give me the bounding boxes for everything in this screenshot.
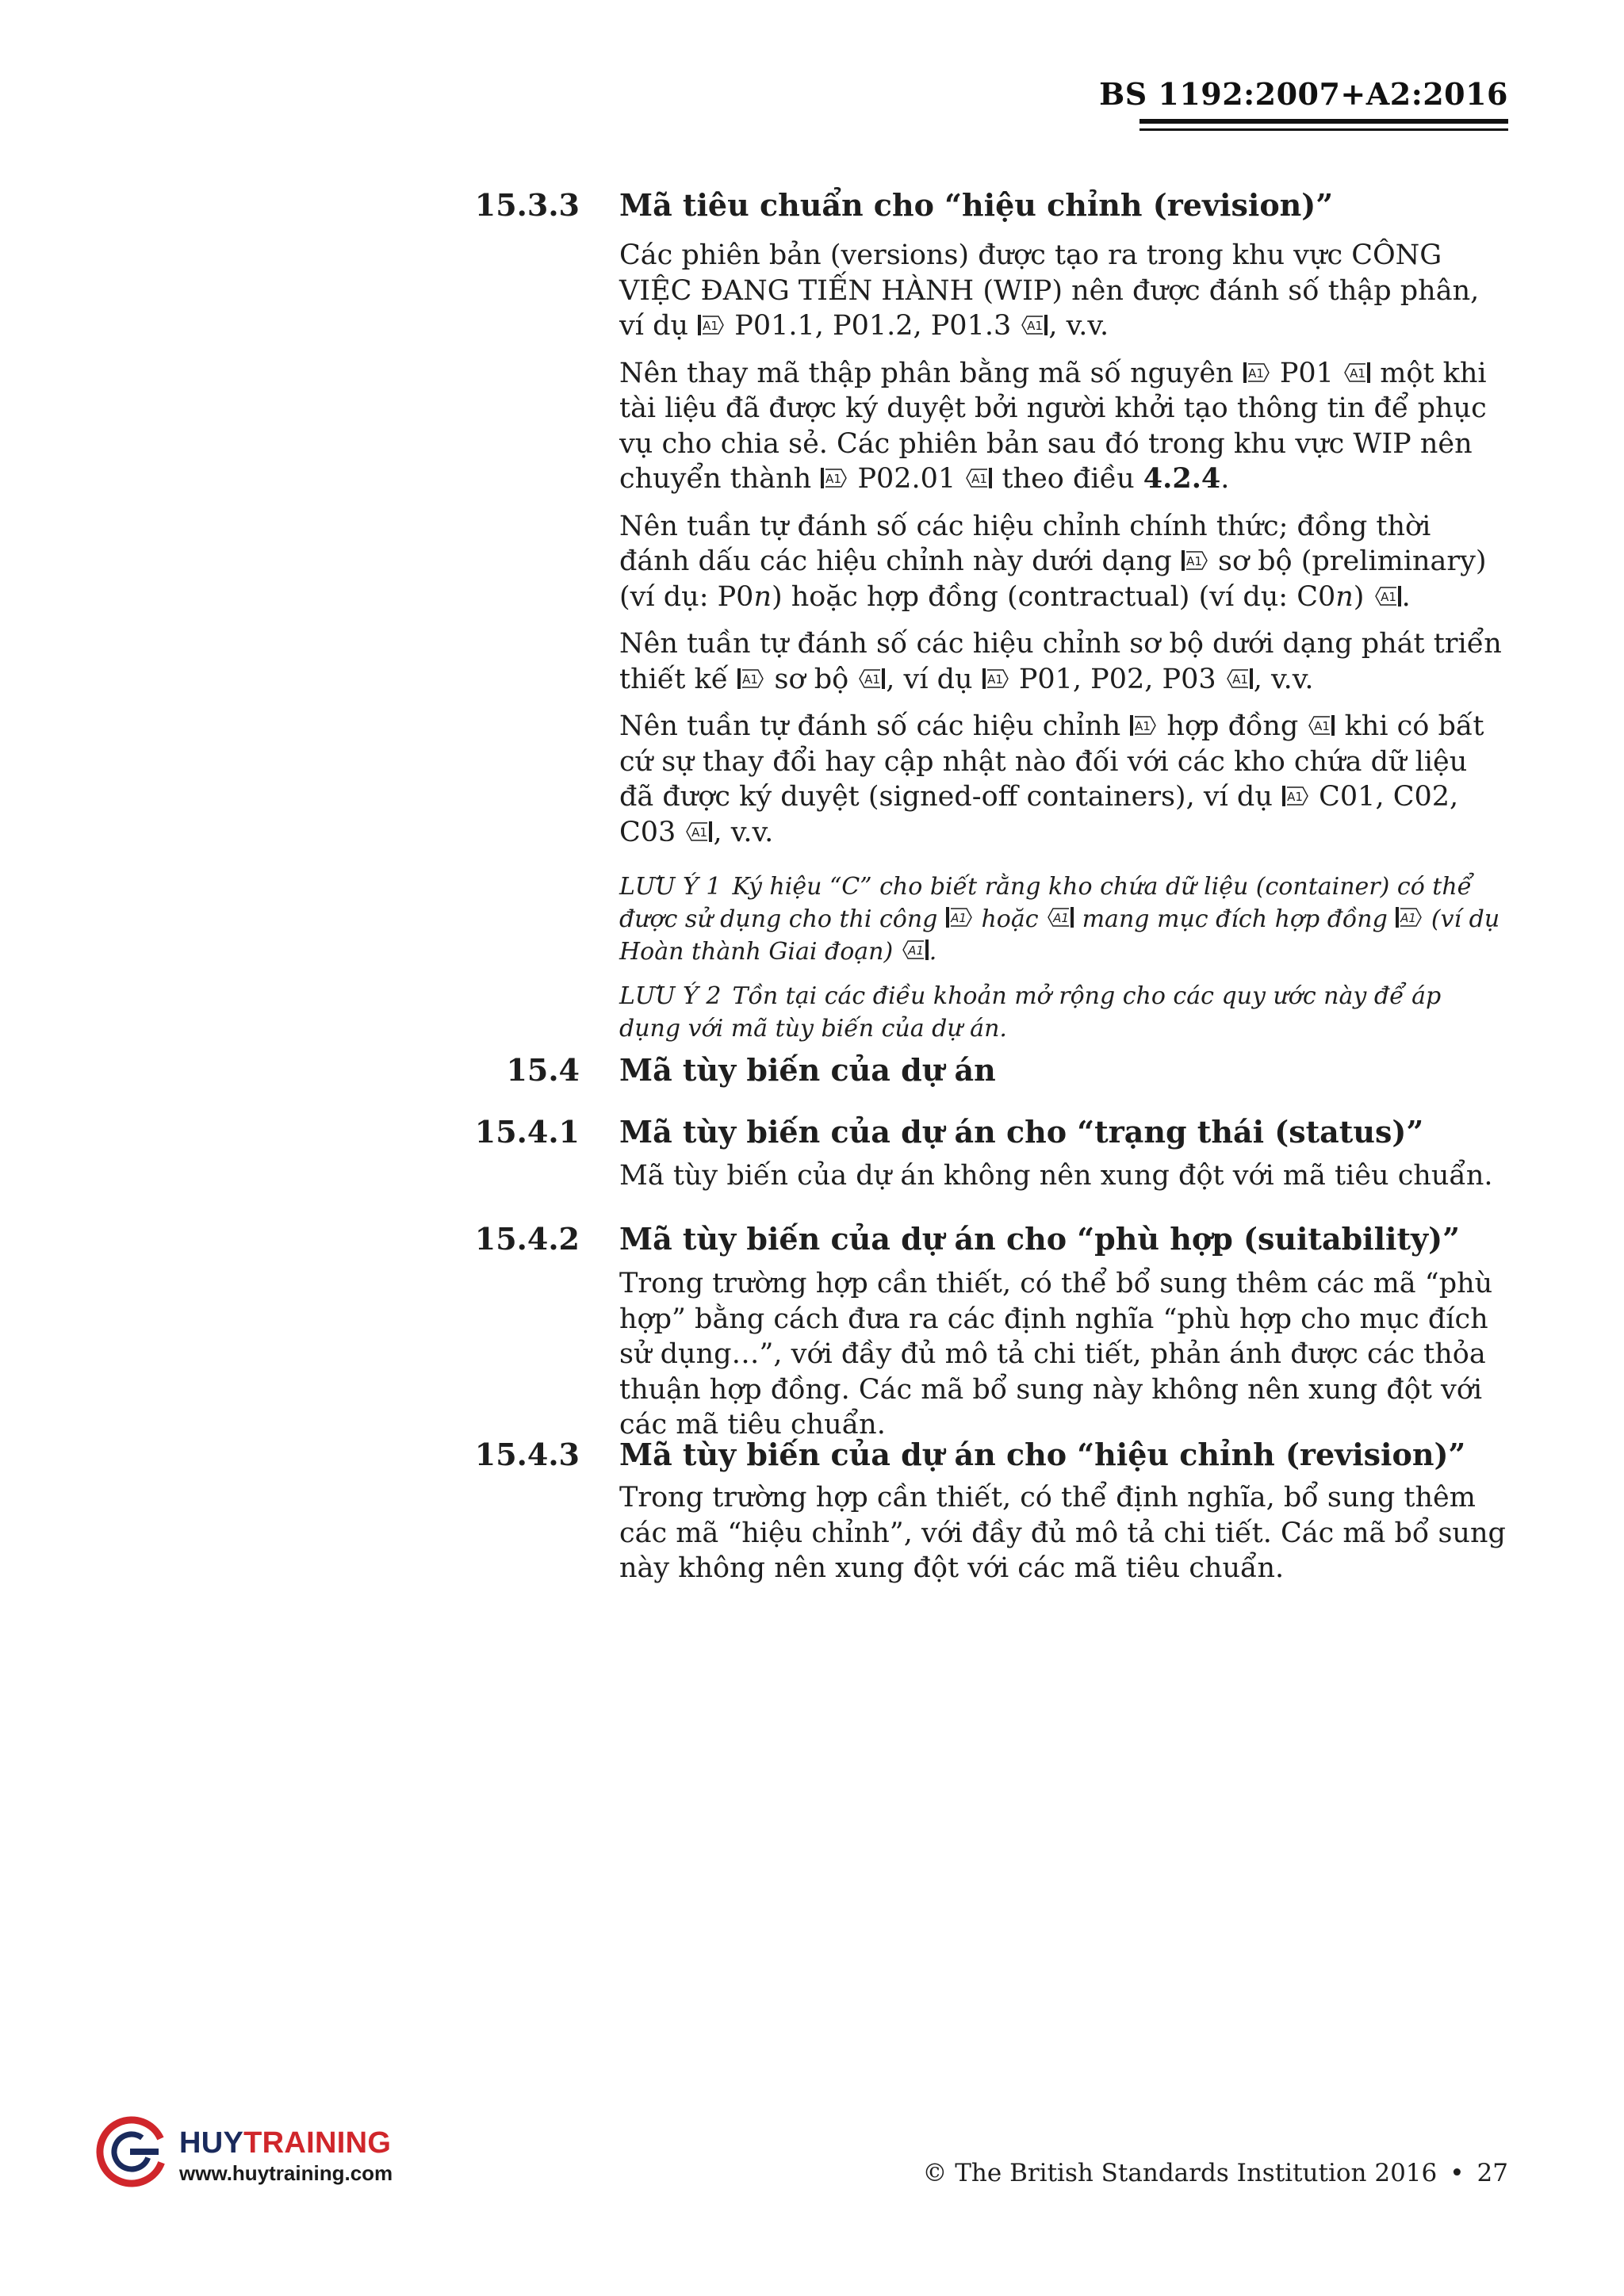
section-number: 15.4 [506,1052,580,1088]
section-number: 15.4.3 [474,1437,580,1472]
svg-text:A1: A1 [1247,365,1264,381]
amendment-open-icon [1395,905,1423,929]
paragraph: Nên tuần tự đánh số các hiệu chỉnh A1 hợp đồng A1 khi có bất cứ sự thay đổi hay cập nhật nào đối với các kho chứa dữ liệu đã được ký duyệt (signed-off containers), ví dụ A1 C01, C02, C03 A1 , v.v. [619,710,1484,848]
svg-text:A1: A1 [864,672,881,687]
svg-text:A1: A1 [1380,589,1396,604]
amendment-close-icon [1020,313,1048,337]
amendment-open-marker [697,313,726,337]
section-title: Mã tiêu chuẩn cho “hiệu chỉnh (revision)” [619,187,1334,223]
huytraining-logo [95,2114,412,2201]
section-body-15-3-3 [619,238,1507,1057]
svg-text:A1: A1 [1231,672,1248,687]
svg-text:A1: A1 [691,825,708,840]
amendment-close-marker [964,466,993,490]
section-number: 15.3.3 [474,187,580,223]
amendment-open-marker [1395,905,1423,929]
paragraph: Mã tùy biến của dự án không nên xung đột với mã tiêu chuẩn. [619,1160,1493,1192]
amendment-close-icon [1307,714,1335,737]
amendment-close-icon [684,820,713,844]
svg-text:A1: A1 [1185,554,1202,568]
document-id: BS 1192:2007+A2:2016 [1099,76,1508,112]
amendment-open-marker [1243,361,1271,385]
svg-text:A1: A1 [742,672,759,687]
svg-text:A1: A1 [1350,365,1365,381]
amendment-open-icon [737,667,765,691]
section-title: Mã tùy biến của dự án [619,1052,996,1088]
section-number: 15.4.1 [474,1114,580,1150]
amendment-close-icon [1342,361,1371,385]
svg-text:A1: A1 [1400,911,1417,925]
amendment-close-icon [1046,905,1074,929]
svg-text:A1: A1 [951,911,967,925]
svg-text:A1: A1 [1314,719,1331,733]
svg-text:A1: A1 [1027,319,1044,333]
amendment-open-marker [1181,549,1209,572]
header-rule [1139,119,1508,124]
amendment-close-marker [1307,714,1335,737]
amendment-open-marker [1281,784,1310,808]
svg-text:A1: A1 [1135,719,1151,733]
amendment-close-icon [1373,584,1402,608]
amendment-open-marker [1129,714,1158,737]
amendment-close-icon [1225,667,1254,691]
amendment-close-marker [1020,313,1048,337]
copyright-text: © The British Standards Institution 2016 [922,2159,1438,2187]
amendment-close-icon [901,938,929,962]
section-title: Mã tùy biến của dự án cho “trạng thái (status)” [619,1114,1424,1150]
section-body-15-4-3 [619,1480,1507,1598]
paragraph: Nên tuần tự đánh số các hiệu chỉnh sơ bộ dưới dạng phát triển thiết kế A1 sơ bộ A1 , ví dụ A1 P01, P02, P03 A1 , v.v. [619,628,1502,695]
footer-separator: • [1450,2159,1465,2187]
paragraph: Các phiên bản (versions) được tạo ra trong khu vực CÔNG VIỆC ĐANG TIẾN HÀNH (WIP) nên được đánh số thập phân, ví dụ A1 P01.1, P01.2, P01.3 A1 , v.v. [619,239,1480,342]
svg-text:A1: A1 [703,319,719,333]
section-body-15-4-1 [619,1158,1507,1206]
amendment-close-marker [857,667,886,691]
amendment-open-icon [1243,361,1271,385]
page-footer [922,2159,1508,2187]
amendment-open-icon [982,667,1010,691]
amendment-close-marker [1342,361,1371,385]
clause-reference: 4.2.4 [1143,462,1221,495]
amendment-open-icon [697,313,726,337]
section-body-15-4-2 [619,1266,1507,1455]
amendment-close-marker [1225,667,1254,691]
logo-mark-icon [95,2114,174,2193]
paragraph: Nên thay mã thập phân bằng mã số nguyên A1 P01 A1 một khi tài liệu đã được ký duyệt bởi người khởi tạo thông tin để phục vụ cho chia sẻ. Các phiên bản sau đó trong khu vực WIP nên chuyển thành A1 P02.01 A1 theo điều 4.2.4. [619,357,1487,495]
svg-text:A1: A1 [1053,911,1069,925]
amendment-close-icon [857,667,886,691]
amendment-close-marker [684,820,713,844]
svg-text:A1: A1 [986,672,1003,687]
paragraph: Trong trường hợp cần thiết, có thể định nghĩa, bổ sung thêm các mã “hiệu chỉnh”, với đầy đủ mô tả chi tiết. Các mã bổ sung này không nên xung đột với các mã tiêu chuẩn. [619,1482,1506,1584]
section-number: 15.4.2 [474,1221,580,1257]
paragraph: Nên tuần tự đánh số các hiệu chỉnh chính thức; đồng thời đánh dấu các hiệu chỉnh này dưới dạng A1 sơ bộ (preliminary) (ví dụ: P0n) hoặc hợp đồng (contractual) (ví dụ: C0n) A1 . [619,510,1487,613]
amendment-open-icon [945,905,974,929]
amendment-open-marker [737,667,765,691]
svg-text:A1: A1 [825,472,842,486]
amendment-open-marker [982,667,1010,691]
svg-text:A1: A1 [971,472,988,486]
amendment-close-marker [1373,584,1402,608]
section-title: Mã tùy biến của dự án cho “phù hợp (suitability)” [619,1221,1460,1257]
header-rule-thin [1139,128,1508,131]
paragraph: Trong trường hợp cần thiết, có thể bổ sung thêm các mã “phù hợp” bằng cách đưa ra các định nghĩa “phù hợp cho mục đích sử dụng…”, với đầy đủ mô tả chi tiết, phản ánh được các thỏa thuận hợp đồng. Các mã bổ sung này không nên xung đột với các mã tiêu chuẩn. [619,1268,1493,1441]
amendment-open-icon [1281,784,1310,808]
svg-text:A1: A1 [907,943,924,958]
logo-url: www.huytraining.com [179,2161,393,2185]
amendment-close-marker [1046,905,1074,929]
amendment-open-marker [945,905,974,929]
amendment-open-icon [820,466,848,490]
note-2: LƯU Ý 2 Tồn tại các điều khoản mở rộng cho các quy ước này để áp dụng với mã tùy biến của dự án. [619,982,1442,1043]
amendment-open-marker [820,466,848,490]
logo-brand: HUYTRAINING [179,2126,392,2160]
amendment-open-icon [1129,714,1158,737]
amendment-close-marker [901,938,929,962]
note-1: LƯU Ý 1 Ký hiệu “C” cho biết rằng kho chứa dữ liệu (container) có thể được sử dụng cho thi công A1 hoặc A1 mang mục đích hợp đồng A1 (ví dụ Hoàn thành Giai đoạn) A1 . [619,873,1500,966]
amendment-close-icon [964,466,993,490]
page-number: 27 [1477,2159,1508,2187]
section-title: Mã tùy biến của dự án cho “hiệu chỉnh (revision)” [619,1437,1466,1472]
svg-text:A1: A1 [1287,790,1303,804]
amendment-open-icon [1181,549,1209,572]
